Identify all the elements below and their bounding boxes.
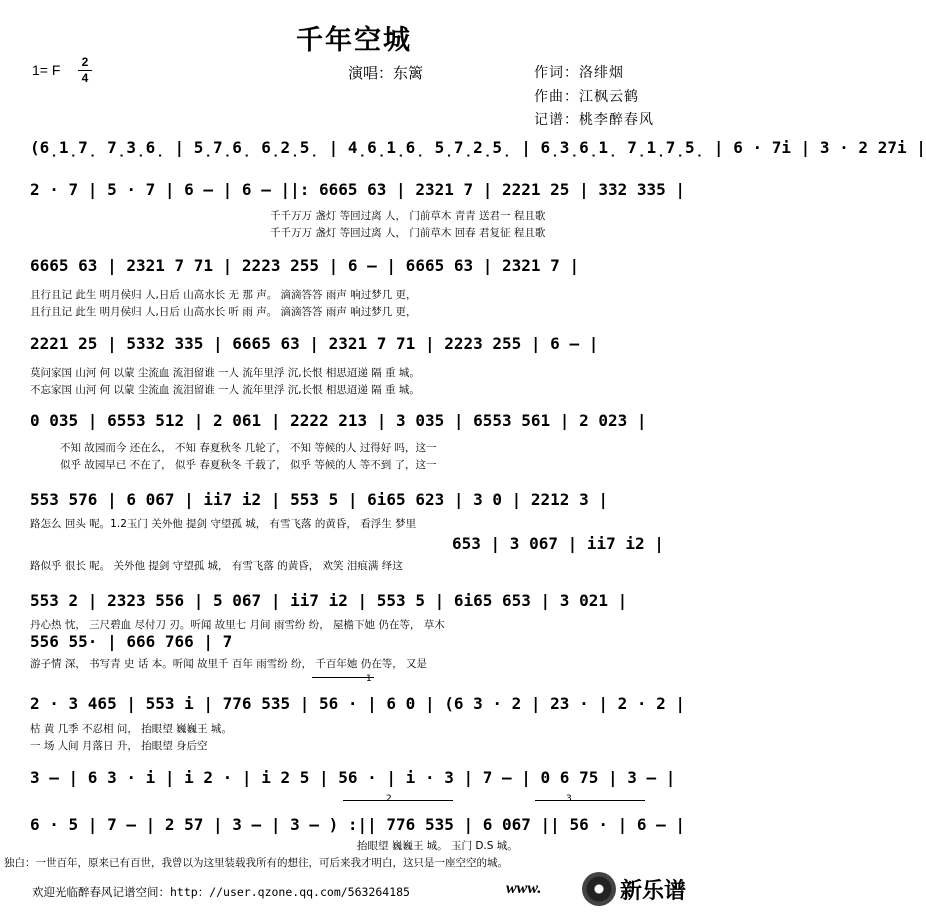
score-row-9-notes: 3 — | 6 3 · i | i 2 · | i 2 5 | 56 · | i · 3 | 7 — | 0 6 75 | 3 — | (30, 768, 676, 787)
score-row-2-notes: 2 · 7 | 5 · 7 | 6 — | 6 — ||: 6665 63 | 2321 7 | 2221 25 | 332 335 | (30, 180, 686, 199)
score-row-3-lyrics-1: 且行且记 此生 明月侯归 人,日后 山高水长 无 那 声。 滴滴答答 雨声 响过梦几 更， (30, 289, 417, 301)
score-row-4-lyrics-1: 莫问家国 山河 何 以蒙 尘流血 流泪留谁 一人 流年里浮 沉,长恨 相思迢递 隔 重 城。 (30, 367, 420, 379)
volta-3-label: 3 (566, 794, 572, 804)
score-row-8-lyrics-2: 一 场 人间 月落日 升， 抬眼望 身后空 (30, 740, 208, 752)
score-row-5-lyrics-1: 不知 故园而今 还在么， 不知 春夏秋冬 几轮了， 不知 等候的人 过得好 吗，这一 (60, 442, 437, 454)
visit-text: 欢迎光临醉春风记谱空间：http：//user.qzone.qq.com/563264185 (32, 885, 410, 899)
score-row-10-lyrics: 抬眼望 巍巍王 城。 玉门 D.S 城。 (357, 840, 518, 852)
site-prefix: www. (506, 880, 542, 897)
score-row-5-notes: 0 035 | 6553 512 | 2 061 | 2222 213 | 3 035 | 6553 561 | 2 023 | (30, 411, 647, 430)
volta-2-line (343, 800, 453, 801)
transcriber: 记谱：桃李醉春风 (534, 112, 654, 128)
time-bottom: 4 (81, 71, 89, 85)
lyricist: 作词：洛绯烟 (534, 65, 624, 81)
score-row-2-lyrics-1: 千千万万 盏灯 等回过离 人， 门前草木 青青 送君一 程且歌 (270, 210, 546, 222)
monologue-text: 独白：一世百年，原来已有百世，我曾以为这里装载我所有的想往，可后来我才明白，这只是一座空空的城。 (4, 857, 508, 869)
score-row-7b-lyrics: 游子情 深， 书写青 史 话 本。听闻 故里千 百年 雨雪纷 纷， 千百年她 仍在等， 又是 (30, 658, 428, 670)
score-row-8-notes: 2 · 3 465 | 553 i | 776 535 | 56 · | 6 0 | (6 3 · 2 | 23 · | 2 · 2 | (30, 694, 686, 713)
score-row-6-notes: 553 576 | 6 067 | ii7 i2 | 553 5 | 6i65 623 | 3 0 | 2212 3 | (30, 490, 608, 509)
score-row-2-lyrics-2: 千千万万 盏灯 等回过离 人， 门前草木 回春 君复征 程且歌 (270, 227, 546, 239)
score-row-7b-notes: 556 55· | 666 766 | 7 (30, 632, 233, 651)
score-row-8-lyrics-1: 枯 黄 几季 不忍相 问， 抬眼望 巍巍王 城。 (30, 723, 232, 735)
score-row-5-lyrics-2: 似乎 故园早已 不在了， 似乎 春夏秋冬 千载了， 似乎 等候的人 等不到 了，这一 (60, 459, 437, 471)
score-row-1-notes: (6̣1̣7̣ 7̣3̣6̣ | 5̣7̣6̣ 6̣2̣5̣ | 4̣6̣1̣6̣ 5̣7̣2̣5̣ | 6̣3̣6̣1̣ 7̣1̣7̣5̣ | 6 · 7i | 3 · 2 27i | (30, 138, 926, 157)
site-logo (506, 870, 708, 910)
score-row-6-lyrics-1: 路怎么 回头 呢。1.2玉门 关外他 提剑 守望孤 城， 有雪飞落 的黄昏， 看浮生 梦里 (30, 518, 417, 530)
singer: 演唱：东篱 (348, 64, 424, 82)
volta-1-label: 1 (366, 674, 372, 684)
score-row-7-lyrics: 丹心热 忱， 三尺碧血 尽付刀 刃。听闻 故里七 月间 雨雪纷 纷， 屋檐下她 仍在等， 草木 (30, 619, 445, 631)
record-disc-icon (582, 872, 616, 906)
volta-3-line (535, 800, 645, 801)
score-row-4-notes: 2221 25 | 5332 335 | 6665 63 | 2321 7 71 | 2223 255 | 6 — | (30, 334, 599, 353)
key-signature: 1= F (32, 62, 61, 78)
volta-1-line (312, 677, 374, 678)
score-row-6b-notes: 653 | 3 067 | ii7 i2 | (452, 534, 664, 553)
song-title: 千年空城 (296, 25, 412, 56)
score-row-4-lyrics-2: 不忘家国 山河 何 以蒙 尘流血 流泪留谁 一人 流年里浮 沉,长恨 相思迢递 隔 重 城。 (30, 384, 420, 396)
site-brand: 新乐谱 (620, 879, 687, 904)
time-top: 2 (81, 55, 89, 69)
composer: 作曲：江枫云鹤 (534, 89, 639, 105)
score-row-10-notes: 6 · 5 | 7 — | 2 57 | 3 — | 3 — ) :|| 776 535 | 6 067 || 56 · | 6 — | (30, 815, 686, 834)
score-row-3-notes: 6665 63 | 2321 7 71 | 2223 255 | 6 — | 6665 63 | 2321 7 | (30, 256, 580, 275)
time-signature (78, 56, 92, 85)
volta-2-label: 2 (386, 794, 392, 804)
score-row-6b-lyrics: 路似乎 很长 呢。 关外他 提剑 守望孤 城， 有雪飞落 的黄昏， 欢笑 泪痕满 绎这 (30, 560, 403, 572)
score-row-7-notes: 553 2 | 2323 556 | 5 067 | ii7 i2 | 553 5 | 6i65 653 | 3 021 | (30, 591, 628, 610)
score-row-3-lyrics-2: 且行且记 此生 明月侯归 人,日后 山高水长 听 雨 声。 滴滴答答 雨声 响过梦几 更， (30, 306, 417, 318)
